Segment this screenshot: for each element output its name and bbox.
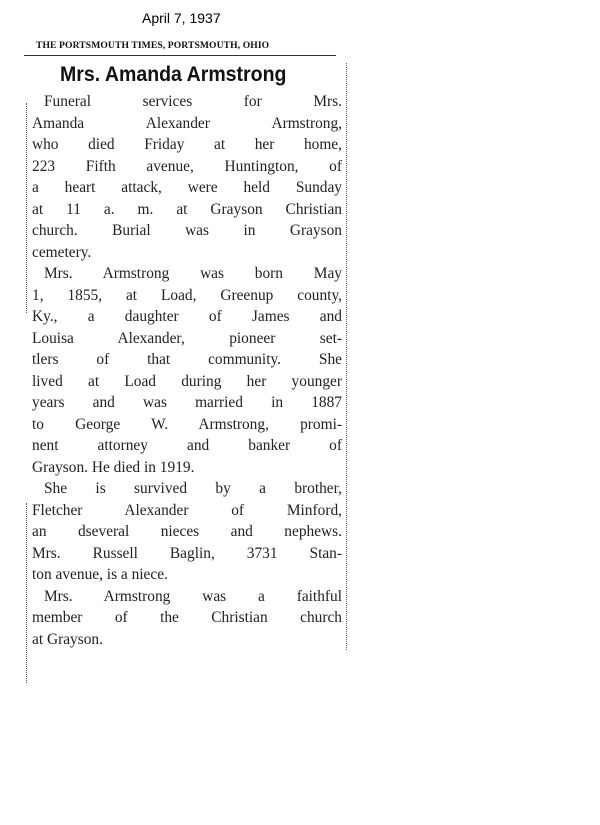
text-line: member of the Christian church [32,609,342,626]
text-line: Ky., a daughter of James and [32,308,342,325]
obituary-paragraph-2 [32,263,342,478]
text-line: ton avenue, is a niece. [32,566,168,583]
text-line: Louisa Alexander, pioneer set- [32,329,342,347]
text-line: cemetery. [32,243,92,261]
text-line: Grayson. He died in 1919. [32,458,195,476]
text-line: a heart attack, were held Sunday [32,179,342,196]
obituary-paragraph-3 [32,478,342,586]
text-line: 223 Fifth avenue, Huntington, of [32,157,342,175]
text-line: years and was married in 1887 [32,394,342,411]
text-line: to George W. Armstrong, promi- [32,415,342,433]
column-edge-marks-lower [26,503,29,683]
obituary-paragraph-1 [32,91,342,263]
text-line: nent attorney and banker of [32,437,342,454]
text-line: Amanda Alexander Armstrong, [32,114,342,132]
text-line: Funeral services for Mrs. [44,93,342,110]
text-line: lived at Load during her younger [32,372,342,390]
newspaper-masthead: THE PORTSMOUTH TIMES, PORTSMOUTH, OHIO [36,40,270,51]
text-line: Mrs. Armstrong was born May [44,265,342,282]
text-line: at 11 a. m. at Grayson Christian [32,200,342,218]
text-line: Fletcher Alexander of Minford, [32,501,342,519]
text-line: church. Burial was in Grayson [32,222,342,239]
newspaper-clipping [24,40,346,650]
text-line: She is survived by a brother, [44,480,342,497]
clipping-date: April 7, 1937 [142,10,221,26]
column-edge-marks [26,103,29,313]
text-line: at Grayson. [32,630,103,648]
text-line: who died Friday at her home, [32,136,342,153]
text-line: Mrs. Russell Baglin, 3731 Stan- [32,544,342,562]
obituary-paragraph-4 [32,586,342,651]
text-line: an dseveral nieces and nephews. [32,523,342,540]
text-line: Mrs. Armstrong was a faithful [44,587,342,605]
text-line: tlers of that community. She [32,351,342,368]
text-line: 1, 1855, at Load, Greenup county, [32,286,342,304]
masthead-rule [24,55,336,56]
obituary-headline: Mrs. Amanda Armstrong [60,63,287,86]
obituary-column [32,63,347,650]
